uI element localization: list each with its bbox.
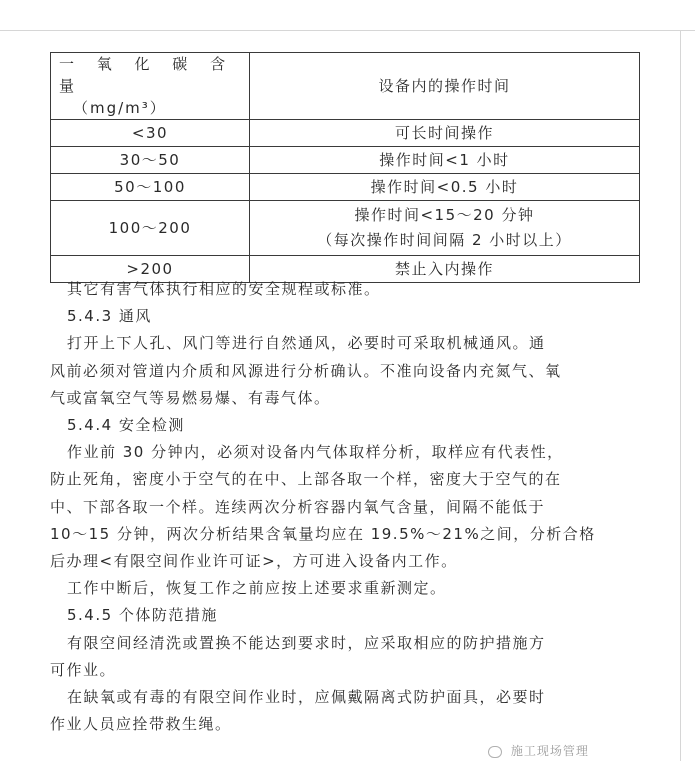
paragraph-line: 在缺氧或有毒的有限空间作业时，应佩戴隔离式防护面具，必要时	[67, 688, 546, 707]
watermark-text: 施工现场管理	[510, 744, 589, 758]
operation-time-note: （每次操作时间间隔 2 小时以上）	[317, 231, 572, 249]
concentration-cell: 30～50	[51, 147, 250, 174]
page-top-rule	[0, 30, 695, 31]
operation-time-cell: 禁止入内操作	[250, 256, 640, 283]
paragraph-line: 工作中断后，恢复工作之前应按上述要求重新测定。	[67, 579, 447, 598]
body-text	[50, 276, 650, 738]
paragraph-line: 10～15 分钟，两次分析结果含氧量均应在 19.5%～21%之间，分析合格	[50, 524, 596, 543]
concentration-cell: <30	[51, 120, 250, 147]
paragraph-line: 风前必须对管道内介质和风源进行分析确认。不准向设备内充氮气、氧	[50, 361, 562, 380]
table-row	[51, 147, 640, 174]
other-gases-note: 其它有害气体执行相应的安全规程或标准。	[67, 280, 381, 298]
paragraph-line: 可作业。	[50, 660, 117, 679]
operation-time-cell	[250, 201, 640, 256]
page-right-rule	[680, 30, 681, 761]
operation-time-cell: 操作时间<0.5 小时	[250, 174, 640, 201]
table-header-row	[51, 53, 640, 120]
paragraph-line: 中、下部各取一个样。连续两次分析容器内氧气含量，间隔不能低于	[50, 497, 546, 516]
wechat-icon	[488, 746, 502, 758]
operation-time-cell: 操作时间<1 小时	[250, 147, 640, 174]
watermark	[488, 742, 688, 761]
section-title-5-4-4: 5.4.4 安全检测	[67, 416, 185, 435]
section-title-5-4-5: 5.4.5 个体防范措施	[67, 606, 218, 625]
paragraph-line: 有限空间经清洗或置换不能达到要求时，应采取相应的防护措施方	[67, 633, 546, 652]
concentration-cell: 100～200	[51, 201, 250, 256]
concentration-cell: >200	[51, 256, 250, 283]
header-concentration-label: 一 氧 化 碳 含 量	[59, 55, 235, 95]
section-title-5-4-3: 5.4.3 通风	[67, 307, 152, 326]
co-exposure-table	[50, 52, 640, 283]
header-operation-time: 设备内的操作时间	[250, 53, 640, 120]
table-row	[51, 174, 640, 201]
paragraph-line: 作业人员应拴带救生绳。	[50, 715, 232, 734]
paragraph-line: 打开上下人孔、风门等进行自然通风，必要时可采取机械通风。通	[67, 334, 546, 353]
paragraph-line: 防止死角，密度小于空气的在中、上部各取一个样，密度大于空气的在	[50, 470, 562, 489]
concentration-cell: 50～100	[51, 174, 250, 201]
paragraph-line: 后办理<有限空间作业许可证>，方可进入设备内工作。	[50, 552, 458, 571]
paragraph-line: 作业前 30 分钟内，必须对设备内气体取样分析，取样应有代表性，	[67, 443, 564, 462]
operation-time-cell: 可长时间操作	[250, 120, 640, 147]
operation-time-text: 操作时间<15～20 分钟	[354, 206, 535, 224]
table-row	[51, 120, 640, 147]
header-concentration	[51, 53, 250, 120]
paragraph-line: 气或富氧空气等易燃易爆、有毒气体。	[50, 388, 331, 407]
table-row	[51, 201, 640, 256]
header-concentration-unit: （mg/m³）	[73, 99, 167, 117]
